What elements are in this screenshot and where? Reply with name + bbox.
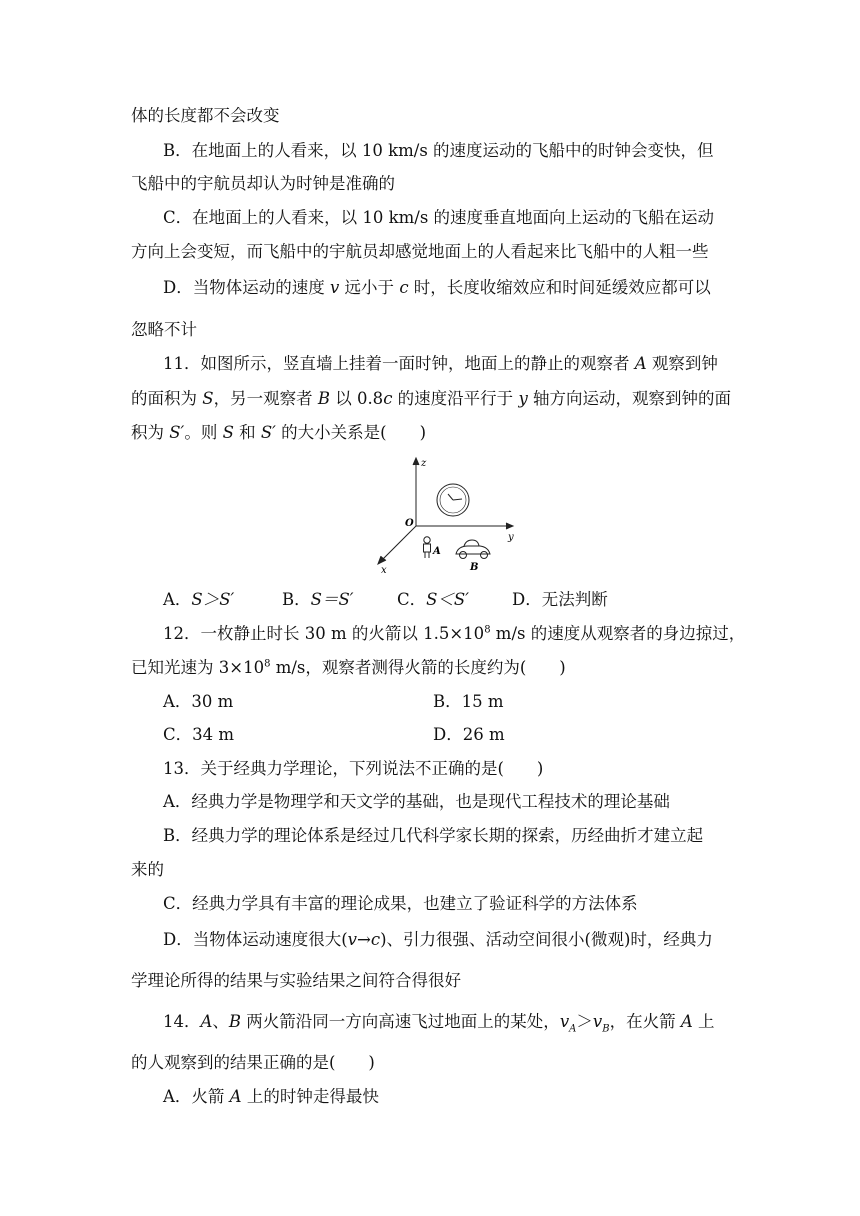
q12-option-c: C．34 m	[163, 725, 235, 744]
q10-option-c-line2: 方向上会变短，而飞船中的宇航员却感觉地面上的人看起来比飞船中的人粗一些	[131, 242, 709, 261]
q12-option-d: D．26 m	[433, 725, 505, 744]
q10-option-b-line1: B．在地面上的人看来，以 10 km/s 的速度运动的飞船中的时钟会变快，但	[163, 141, 714, 160]
q13-option-b-line2: 来的	[131, 860, 164, 879]
q13-stem: 13．关于经典力学理论，下列说法不正确的是( )	[163, 759, 544, 778]
q10-option-c-tail: 体的长度都不会改变	[131, 106, 280, 125]
x-axis-label: x	[381, 565, 387, 576]
y-axis-arrow	[506, 523, 513, 529]
observer-b-car-icon	[456, 540, 490, 559]
origin-label: O	[405, 518, 414, 529]
q13-option-c: C．经典力学具有丰富的理论成果，也建立了验证科学的方法体系	[163, 894, 638, 913]
q11-stem-line3: 积为 S′。则 S 和 S′ 的大小关系是( )	[131, 423, 427, 442]
q12-option-a: A．30 m	[163, 692, 234, 711]
q14-option-a: A．火箭 A 上的时钟走得最快	[163, 1087, 379, 1106]
q11-option-d: D．无法判断	[512, 590, 608, 609]
z-axis-arrow	[413, 458, 419, 465]
observer-b-label: B	[470, 562, 479, 573]
observer-a-label: A	[433, 546, 441, 557]
z-axis-label: z	[421, 458, 427, 469]
q14-stem-line1: 14．A、B 两火箭沿同一方向高速飞过地面上的某处，$v_A>v_B$，在火箭 A 上	[163, 1012, 715, 1035]
q12-option-b: B．15 m	[433, 692, 504, 711]
y-axis-label: y	[508, 532, 514, 543]
q10-option-c-line1: C．在地面上的人看来，以 10 km/s 的速度垂直地面向上运动的飞船在运动	[163, 208, 715, 227]
q12-stem-line1: 12．一枚静止时长 30 m 的火箭以 $1.5\times 10^8$ m/s 的速度从观察者的身边掠过，	[163, 624, 746, 643]
q11-option-b: B．S＝S′	[282, 590, 354, 609]
q11-figure	[372, 452, 522, 577]
q11-stem-line2: 的面积为 S，另一观察者 B 以 0.8c 的速度沿平行于 y 轴方向运动，观察到钟的面	[131, 389, 732, 408]
q11-stem-line1: 11．如图所示，竖直墙上挂着一面时钟，地面上的静止的观察者 A 观察到钟	[163, 354, 718, 373]
q11-option-a: A．S＞S′	[163, 590, 235, 609]
q13-option-a: A．经典力学是物理学和天文学的基础，也是现代工程技术的理论基础	[163, 792, 670, 811]
q14-stem-line2: 的人观察到的结果正确的是( )	[131, 1053, 375, 1072]
q13-option-b-line1: B．经典力学的理论体系是经过几代科学家长期的探索，历经曲折才建立起	[163, 826, 704, 845]
q11-option-c: C．S＜S′	[397, 590, 469, 609]
x-axis	[380, 526, 416, 562]
q10-option-d-line2: 忽略不计	[131, 320, 197, 339]
q10-option-b-line2: 飞船中的宇航员却认为时钟是准确的	[131, 174, 395, 193]
q10-option-d-line1: D．当物体运动的速度 v 远小于 c 时，长度收缩效应和时间延缓效应都可以	[163, 278, 711, 297]
q13-option-d-line1: D．当物体运动速度很大(v→c)、引力很强、活动空间很小(微观)时，经典力	[163, 930, 713, 949]
observer-a-icon	[424, 537, 431, 558]
q13-option-d-line2: 学理论所得的结果与实验结果之间符合得很好	[131, 971, 461, 990]
q12-stem-line2: 已知光速为 $3\times 10^8$ m/s，观察者测得火箭的长度约为( )	[131, 658, 566, 677]
